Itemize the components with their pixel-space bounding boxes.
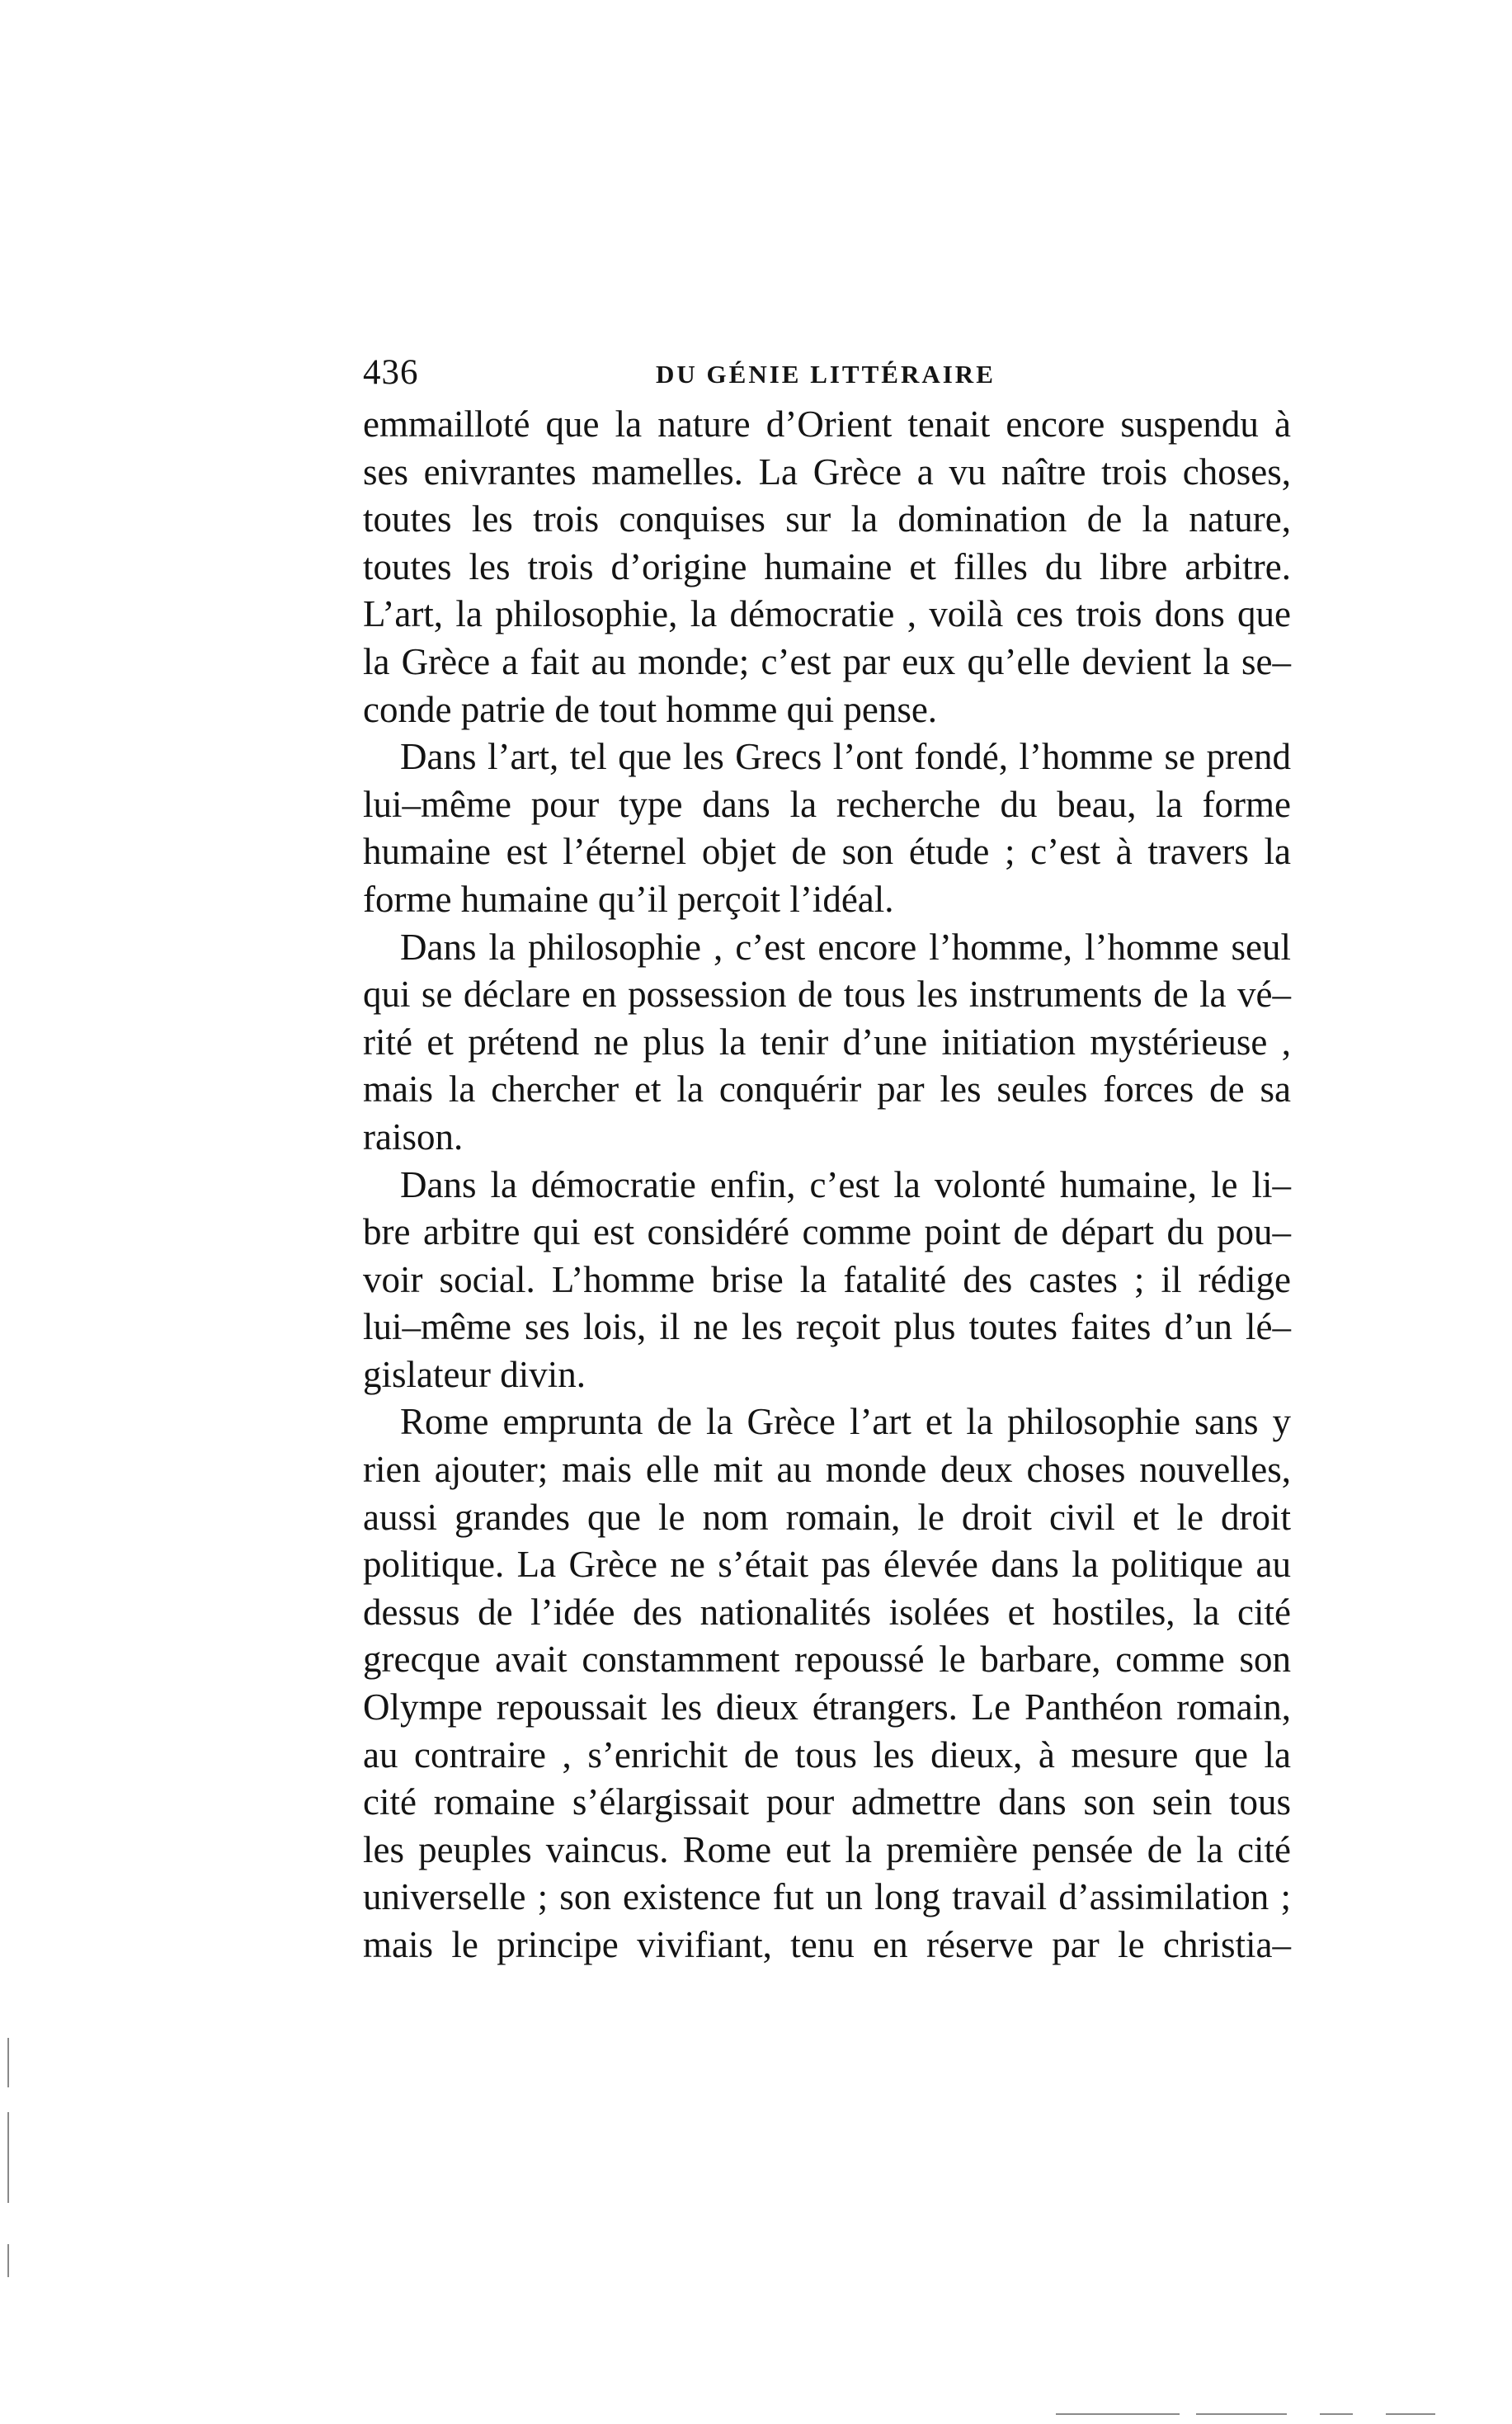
text-line: dessus de l’idée des nationalités isolées et hostiles, la cité bbox=[363, 1591, 1291, 1633]
text-line: humaine est l’éternel objet de son étude ; c’est à travers la bbox=[363, 831, 1291, 873]
text-line: politique. La Grèce ne s’était pas élevée dans la politique au bbox=[363, 1544, 1291, 1586]
paragraph bbox=[363, 1398, 1291, 1969]
text-line: forme humaine qu’il perçoit l’idéal. bbox=[363, 878, 894, 920]
text-line: lui–même pour type dans la recherche du beau, la forme bbox=[363, 783, 1291, 825]
scan-edge-mark bbox=[1386, 2413, 1435, 2415]
text-line: gislateur divin. bbox=[363, 1353, 586, 1395]
text-line: Dans l’art, tel que les Grecs l’ont fondé, l’homme se prend bbox=[400, 736, 1291, 778]
text-line: ses enivrantes mamelles. La Grèce a vu naître trois choses, bbox=[363, 450, 1291, 493]
text-line: conde patrie de tout homme qui pense. bbox=[363, 688, 938, 730]
text-line: la Grèce a fait au monde; c’est par eux qu’elle devient la se– bbox=[363, 640, 1291, 682]
text-line: mais le principe vivifiant, tenu en réserve par le christia– bbox=[363, 1924, 1291, 1965]
scan-edge-mark bbox=[7, 2112, 9, 2203]
scan-edge-mark bbox=[1320, 2413, 1353, 2415]
text-line: universelle ; son existence fut un long travail d’assimilation ; bbox=[363, 1876, 1291, 1918]
text-line: grecque avait constamment repoussé le barbare, comme son bbox=[363, 1639, 1291, 1681]
text-line: lui–même ses lois, il ne les reçoit plus toutes faites d’un lé– bbox=[363, 1306, 1291, 1348]
text-line: mais la chercher et la conquérir par les seules forces de sa bbox=[363, 1068, 1291, 1111]
text-line: rien ajouter; mais elle mit au monde deux choses nouvelles, bbox=[363, 1449, 1291, 1491]
text-line: toutes les trois conquises sur la domination de la nature, bbox=[363, 498, 1291, 540]
paragraph bbox=[363, 924, 1291, 1162]
text-line: toutes les trois d’origine humaine et filles du libre arbitre. bbox=[363, 545, 1291, 587]
paragraph bbox=[363, 401, 1291, 733]
running-title: DU GÉNIE LITTÉRAIRE bbox=[656, 360, 996, 389]
text-line: Olympe repoussait les dieux étrangers. Le Panthéon romain, bbox=[363, 1686, 1291, 1728]
paragraph bbox=[363, 733, 1291, 923]
running-head bbox=[363, 348, 1291, 398]
text-line: cité romaine s’élargissait pour admettre dans son sein tous bbox=[363, 1781, 1291, 1823]
text-line: Dans la philosophie , c’est encore l’homme, l’homme seul bbox=[400, 926, 1291, 968]
scan-edge-mark bbox=[7, 2038, 9, 2087]
body-text bbox=[363, 401, 1291, 1969]
scan-edge-mark bbox=[7, 2244, 9, 2277]
paragraph bbox=[363, 1162, 1291, 1399]
page-number: 436 bbox=[363, 353, 419, 392]
text-line: voir social. L’homme brise la fatalité des castes ; il rédige bbox=[363, 1258, 1291, 1300]
text-line: L’art, la philosophie, la démocratie , voilà ces trois dons que bbox=[363, 593, 1291, 635]
text-line: Dans la démocratie enfin, c’est la volonté humaine, le li– bbox=[400, 1163, 1291, 1205]
text-line: au contraire , s’enrichit de tous les dieux, à mesure que la bbox=[363, 1733, 1291, 1776]
text-line: qui se déclare en possession de tous les instruments de la vé– bbox=[363, 974, 1291, 1016]
text-line: les peuples vaincus. Rome eut la première pensée de la cité bbox=[363, 1828, 1291, 1870]
text-line: emmailloté que la nature d’Orient tenait encore suspendu à bbox=[363, 403, 1291, 445]
text-line: aussi grandes que le nom romain, le droit civil et le droit bbox=[363, 1496, 1291, 1538]
text-line: rité et prétend ne plus la tenir d’une initiation mystérieuse , bbox=[363, 1021, 1291, 1063]
text-line: bre arbitre qui est considéré comme point de départ du pou– bbox=[363, 1211, 1291, 1253]
scan-edge-mark bbox=[1196, 2413, 1287, 2415]
text-line: Rome emprunta de la Grèce l’art et la philosophie sans y bbox=[400, 1401, 1291, 1443]
text-line: raison. bbox=[363, 1115, 464, 1158]
scan-edge-mark bbox=[1056, 2413, 1180, 2415]
